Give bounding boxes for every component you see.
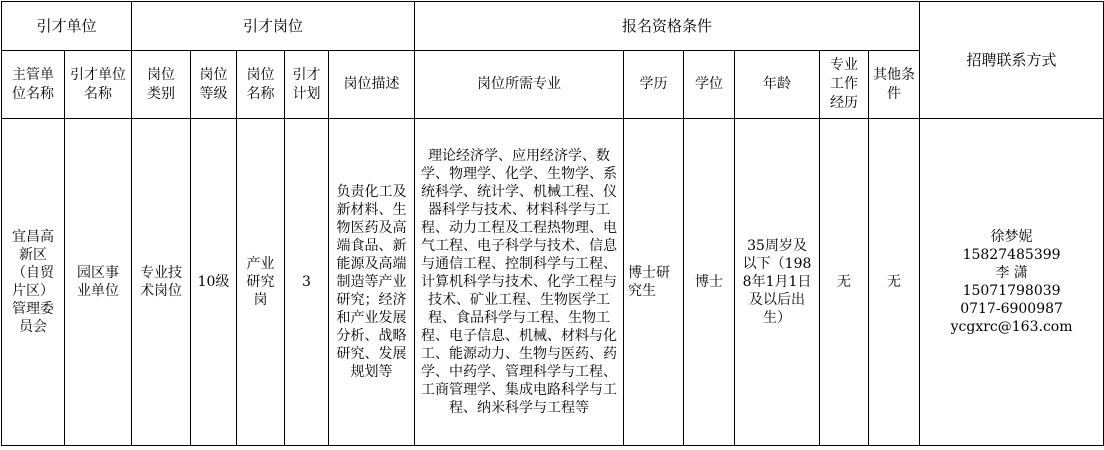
contact-cell (920, 119, 1104, 446)
plan-cell: 3 (285, 119, 329, 446)
degree-cell: 博士 (684, 119, 735, 446)
table-row (2, 119, 1104, 446)
major-cell: 理论经济学、应用经济学、数学、物理学、化学、生物学、系统科学、统计学、机械工程、仪器科学与技术、材料科学与工程、动力工程及工程热物理、电气工程、电子科学与技术、信息与通信工程、控制科学与工程、计算机科学与技术、化学工程与技术、矿业工程、生物医学工程、食品科学与工程、生物工程、电子信息、机械、材料与化工、能源动力、生物与医药、药学、中药学、管理科学与工程、工商管理学、集成电路科学与工程、纳米科学与工程等 (415, 119, 624, 446)
post-category-cell: 专业技术岗位 (132, 119, 191, 446)
unit-name-header: 引才单位名称 (65, 51, 132, 119)
group-requirements-header: 报名资格条件 (415, 2, 920, 51)
description-cell: 负责化工及新材料、生物医药及高端食品、新能源及高端制造等产业研究；经济和产业发展分析、战略研究、发展规划等 (329, 119, 415, 446)
major-header: 岗位所需专业 (415, 51, 624, 119)
education-header: 学历 (624, 51, 684, 119)
other-header: 其他条件 (869, 51, 920, 119)
post-name-header: 岗位名称 (237, 51, 285, 119)
experience-header: 专业工作经历 (820, 51, 869, 119)
contact-header: 招聘联系方式 (920, 2, 1104, 119)
post-category-header: 岗位类别 (132, 51, 191, 119)
post-level-cell: 10级 (191, 119, 237, 446)
plan-header: 引才计划 (285, 51, 329, 119)
contact-name-2: 李 潇 (995, 265, 1028, 281)
group-header-row (2, 2, 1104, 51)
group-post-header: 引才岗位 (132, 2, 415, 51)
age-header: 年龄 (735, 51, 820, 119)
experience-cell: 无 (820, 119, 869, 446)
unit-name-cell: 园区事业单位 (65, 119, 132, 446)
age-cell: 35周岁及以下（1988年1月1日及以后出生） (735, 119, 820, 446)
contact-phone-2: 15071798039 (962, 283, 1061, 299)
degree-header: 学位 (684, 51, 735, 119)
contact-tel: 0717-6900987 (960, 301, 1063, 317)
post-name-cell: 产业研究岗 (237, 119, 285, 446)
recruitment-table (1, 1, 1104, 446)
other-cell: 无 (869, 119, 920, 446)
supervisor-header: 主管单位名称 (2, 51, 65, 119)
contact-name-1: 徐梦妮 (990, 229, 1033, 245)
education-cell: 博士研究生 (624, 119, 684, 446)
description-header: 岗位描述 (329, 51, 415, 119)
supervisor-cell: 宜昌高新区（自贸片区）管理委员会 (2, 119, 65, 446)
contact-email: ycgxrc@163.com (950, 319, 1073, 335)
contact-phone-1: 15827485399 (962, 247, 1061, 263)
group-unit-header: 引才单位 (2, 2, 132, 51)
post-level-header: 岗位等级 (191, 51, 237, 119)
